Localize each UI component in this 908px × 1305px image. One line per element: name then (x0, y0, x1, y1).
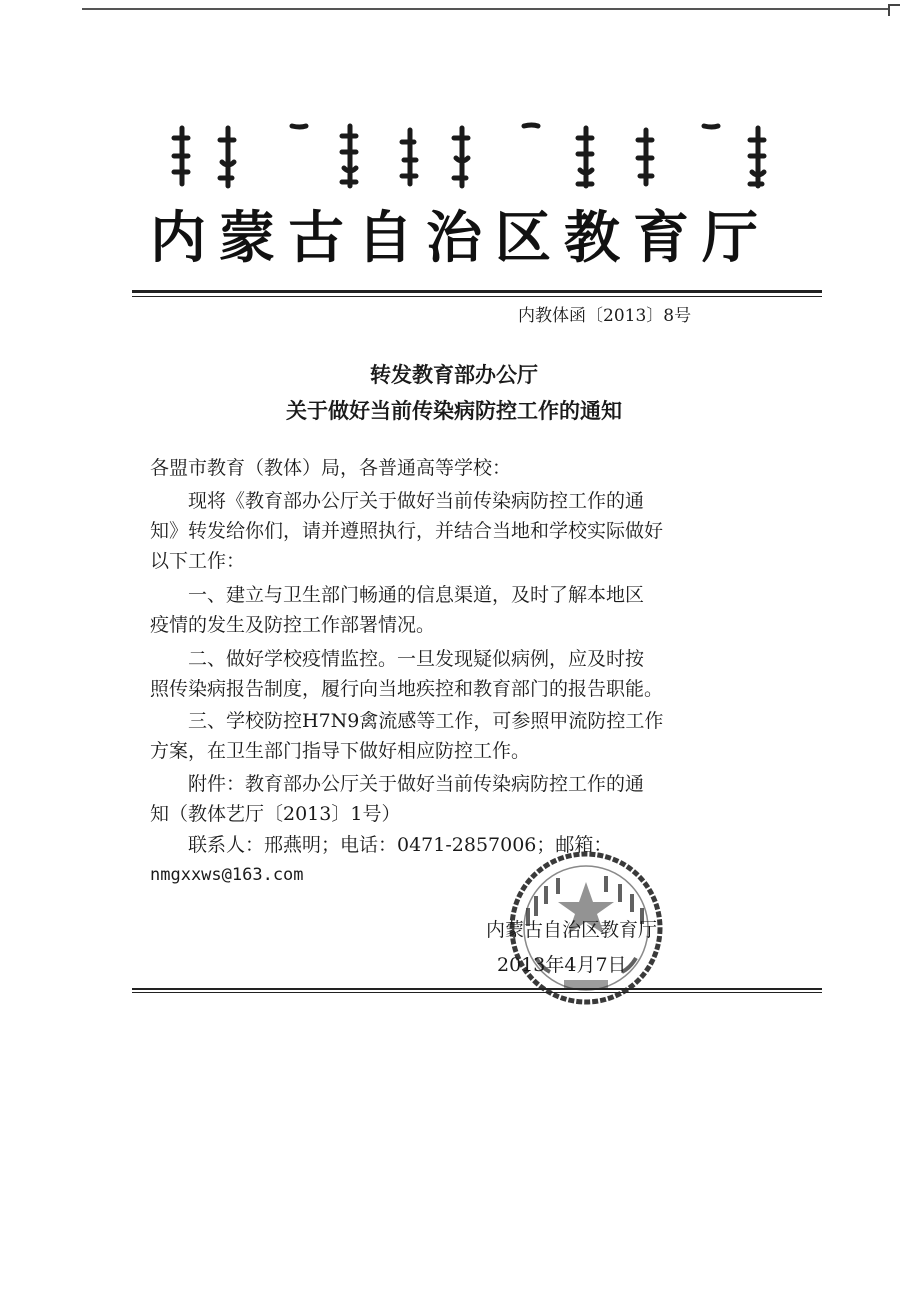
list-item-2-line: 二、做好学校疫情监控。一旦发现疑似病例，应及时按 (188, 648, 645, 670)
header-divider (132, 290, 822, 298)
list-item-3-line: 方案，在卫生部门指导下做好相应防控工作。 (150, 740, 531, 762)
document-number: 内教体函〔2013〕8号 (518, 306, 692, 326)
contact-line: 联系人：邢燕明；电话：0471-2857006；邮箱： (188, 834, 613, 856)
list-item-3-line: 三、学校防控H7N9禽流感等工作，可参照甲流防控工作 (188, 710, 664, 732)
attachment-line: 知（教体艺厅〔2013〕1号） (150, 803, 401, 825)
scan-edge-line (82, 8, 890, 10)
issuer-signature: 内蒙古自治区教育厅 (486, 919, 658, 941)
footer-divider (132, 988, 822, 994)
scan-corner-mark (888, 4, 900, 16)
document-title-line2: 关于做好当前传染病防控工作的通知 (286, 399, 622, 423)
agency-name-heading: 内蒙古自治区教育厅 (150, 205, 771, 271)
list-item-2-line: 照传染病报告制度，履行向当地疾控和教育部门的报告职能。 (150, 678, 664, 700)
paragraph-line: 现将《教育部办公厅关于做好当前传染病防控工作的通 (188, 490, 645, 512)
contact-email: nmgxxws@163.com (150, 865, 304, 885)
issue-date: 2013年4月7日 (497, 954, 627, 976)
attachment-line: 附件：教育部办公厅关于做好当前传染病防控工作的通 (188, 773, 645, 795)
mongolian-script-logo (160, 118, 780, 192)
list-item-1-line: 一、建立与卫生部门畅通的信息渠道，及时了解本地区 (188, 584, 645, 606)
paragraph-line: 知》转发给你们，请并遵照执行，并结合当地和学校实际做好 (150, 520, 664, 542)
list-item-1-line: 疫情的发生及防控工作部署情况。 (150, 614, 436, 636)
document-title-line1: 转发教育部办公厅 (370, 363, 538, 387)
paragraph-line: 以下工作： (150, 550, 246, 572)
salutation: 各盟市教育（教体）局，各普通高等学校： (150, 457, 512, 479)
